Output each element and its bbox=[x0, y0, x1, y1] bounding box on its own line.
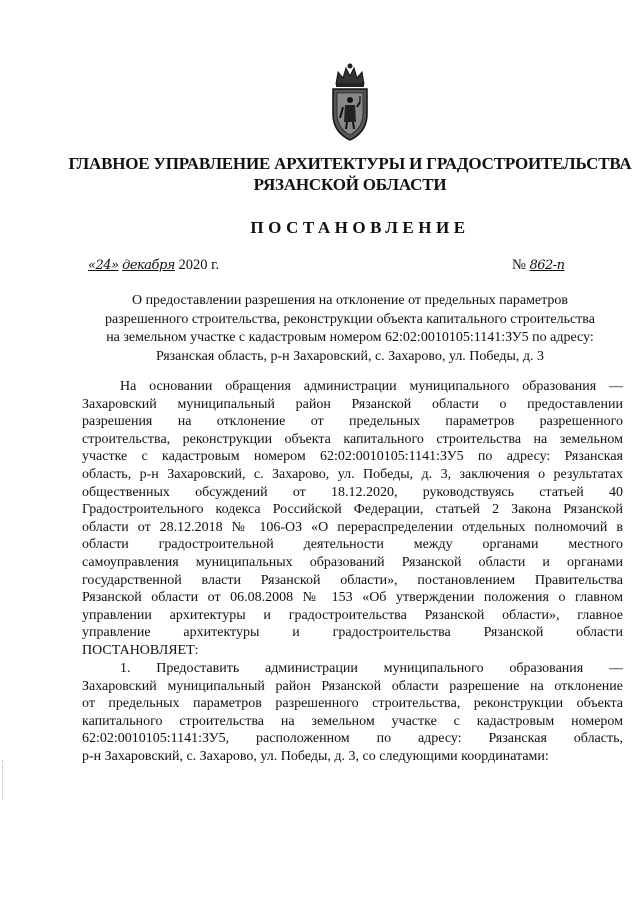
document-number bbox=[512, 257, 565, 274]
text-line: Рязанской области от 06.08.2008 № 153 «Об утверждении положения о главном bbox=[82, 590, 623, 606]
body-paragraph-1 bbox=[82, 378, 623, 660]
text-line: управлении архитектуры и градостроительства Рязанской области», главное bbox=[82, 607, 623, 623]
text-line: разрешения на отклонение от предельных параметров разрешенного bbox=[82, 414, 623, 430]
text-line: строительства, реконструкции объекта капитального строительства на земельном bbox=[82, 431, 623, 447]
text-line: 62:02:0010105:1141:ЗУ5, расположенном по адресу: Рязанская область, bbox=[82, 731, 623, 747]
text-line: области градостроительной деятельности между органами местного bbox=[82, 537, 623, 553]
text-line: р-н Захаровский, с. Захарово, ул. Победы, д. 3, со следующими координатами: bbox=[82, 748, 549, 764]
text-line: государственной власти Рязанской области», постановлением Правительства bbox=[82, 572, 623, 588]
organization-name-line1: ГЛАВНОЕ УПРАВЛЕНИЕ АРХИТЕКТУРЫ И ГРАДОСТРОИТЕЛЬСТВА bbox=[68, 154, 632, 173]
text-line: ПОСТАНОВЛЯЕТ: bbox=[82, 642, 199, 658]
text-line: самоуправления муниципальных образований Рязанской области и органами bbox=[82, 554, 623, 570]
text-line: общественных обсуждений от 18.12.2020, руководствуясь статьей 40 bbox=[82, 484, 623, 500]
number-value: 862-п bbox=[529, 258, 565, 273]
subject-line: на земельном участке с кадастровым номером 62:02:0010105:1141:ЗУ5 по адресу: bbox=[106, 330, 594, 345]
document-date bbox=[88, 257, 219, 274]
text-line: Захаровский муниципальный район Рязанской области о предоставлении bbox=[82, 396, 623, 412]
text-line: области от 28.12.2018 № 106-ОЗ «О перераспределении отдельных полномочий в bbox=[82, 519, 623, 535]
subject-line: О предоставлении разрешения на отклонение от предельных параметров bbox=[131, 293, 569, 308]
text-line: Градостроительного кодекса Российской Федерации, статьей 2 Закона Рязанской bbox=[82, 502, 623, 518]
number-label: № bbox=[512, 257, 526, 273]
text-line: На основании обращения администрации муниципального образования — bbox=[120, 379, 623, 394]
date-year: 2020 г. bbox=[178, 257, 220, 273]
subject-line: Рязанская область, р-н Захаровский, с. Захарово, ул. Победы, д. 3 bbox=[155, 348, 545, 364]
subject-line: разрешенного строительства, реконструкции объекта капитального строительства bbox=[105, 311, 595, 327]
date-month: декабря bbox=[122, 258, 175, 273]
text-line: 1. Предоставить администрации муниципального образования — bbox=[120, 661, 623, 676]
text-line: управление архитектуры и градостроительства Рязанской области bbox=[82, 625, 623, 641]
text-line: область, р-н Захаровский, с. Захарово, ул. Победы, д. 3, заключения о результатах bbox=[82, 466, 623, 482]
scan-edge-mark bbox=[2, 760, 5, 800]
text-line: Захаровский муниципальный район Рязанской области разрешение на отклонение bbox=[82, 678, 623, 694]
date-day: 24 bbox=[95, 258, 112, 273]
text-line: от предельных параметров разрешенного строительства, реконструкции объекта bbox=[82, 696, 623, 712]
text-line: участке с кадастровым номером 62:02:0010105:1141:ЗУ5 по адресу: Рязанская bbox=[82, 449, 623, 465]
document-subject bbox=[70, 292, 630, 366]
ryazan-coat-of-arms-icon bbox=[326, 62, 374, 146]
date-open-quote: « bbox=[88, 258, 96, 273]
text-line: капитального строительства на земельном участке с кадастровым номером bbox=[82, 713, 623, 729]
date-close-quote: » bbox=[111, 258, 119, 273]
body-paragraph-2 bbox=[82, 660, 623, 766]
organization-name-line2: РЯЗАНСКОЙ ОБЛАСТИ bbox=[253, 175, 447, 194]
document-type-title: ПОСТАНОВЛЕНИЕ bbox=[250, 218, 470, 237]
